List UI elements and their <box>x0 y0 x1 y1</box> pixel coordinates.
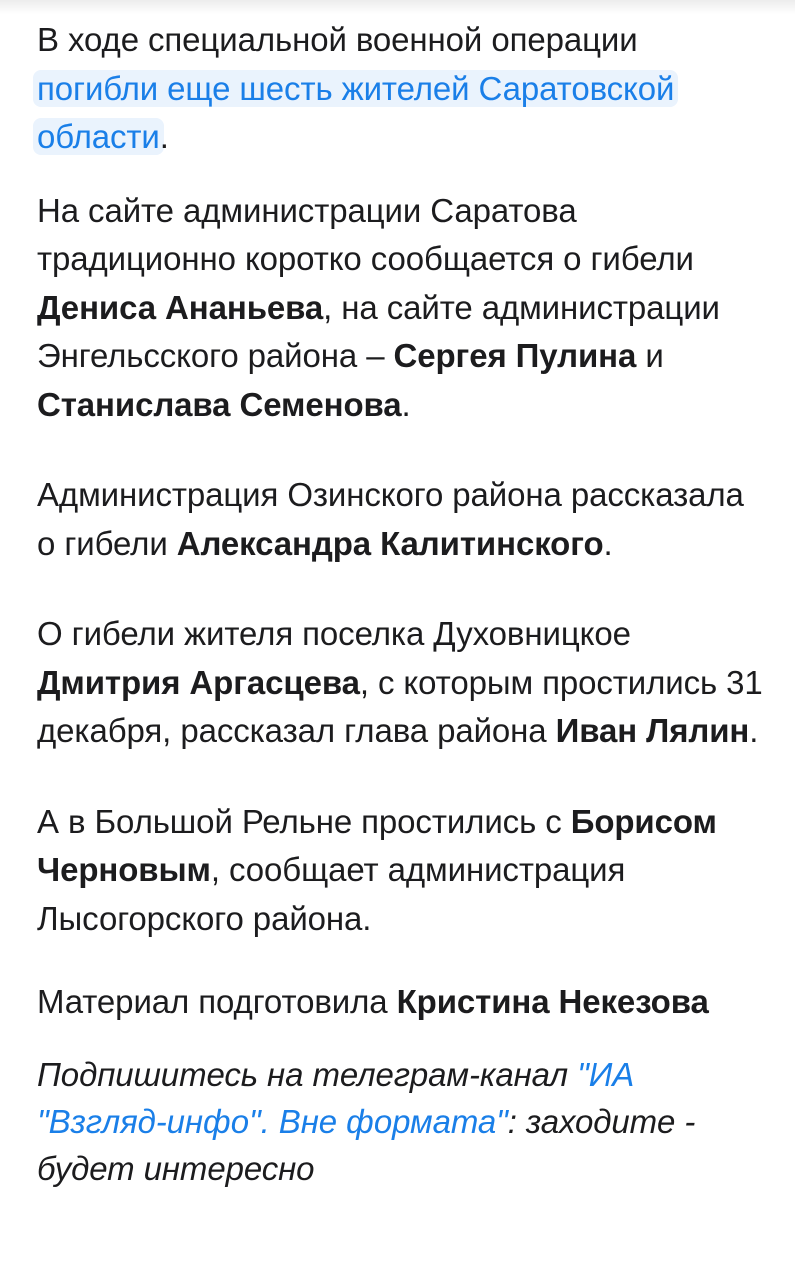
name-semenov: Станислава Семенова <box>37 385 402 423</box>
paragraph-saratov-engels <box>37 187 767 430</box>
text: А в Большой Рельне простились с <box>37 802 571 840</box>
text: и <box>636 337 664 374</box>
name-pulin: Сергея Пулина <box>393 337 637 374</box>
paragraph-intro <box>37 16 767 162</box>
telegram-channel-link[interactable]: "ИА "Взгляд-инфо". Вне формата" <box>37 1055 635 1140</box>
text: Администрация Озинского района рассказала о гибели <box>37 476 744 562</box>
name-lyalin: Иван Лялин <box>555 712 750 749</box>
paragraph-lysye-gory <box>37 798 767 944</box>
paragraph-author <box>37 978 767 1027</box>
related-article-link[interactable]: погибли еще шесть жителей Саратовской области <box>33 70 678 156</box>
paragraph-subscribe <box>37 1051 767 1192</box>
text: , сообщает администрация Лысогорского района. <box>37 851 626 937</box>
text: О гибели жителя поселка Духовницкое <box>37 615 631 652</box>
text: На сайте администрации Саратова традиционно коротко сообщается о гибели <box>37 191 694 277</box>
paragraph-dukhovnitskoe <box>37 610 767 756</box>
top-scroll-shadow <box>0 0 795 14</box>
intro-text: В ходе специальной военной операции <box>37 21 638 58</box>
text: : заходите - будет интересно <box>37 1102 696 1187</box>
paragraph-ozinki <box>37 471 767 568</box>
text: . <box>401 385 411 423</box>
text: . <box>603 524 613 562</box>
intro-period: . <box>159 118 169 155</box>
author-name: Кристина Некезова <box>396 983 709 1020</box>
text: Подпишитесь на телеграм-канал <box>37 1055 578 1093</box>
text: , на сайте администрации Энгельсского района – <box>37 288 720 374</box>
article-body <box>37 16 767 1192</box>
name-kalitinsky: Александра Калитинского <box>176 524 604 562</box>
text: , с которым простились 31 декабря, рассказал глава района <box>37 663 763 749</box>
name-chernov: Борисом Черновым <box>37 802 717 888</box>
text: Материал подготовила <box>37 983 397 1020</box>
name-argastsev: Дмитрия Аргасцева <box>37 663 360 701</box>
text: . <box>749 712 759 749</box>
name-ananyev: Дениса Ананьева <box>37 288 324 326</box>
